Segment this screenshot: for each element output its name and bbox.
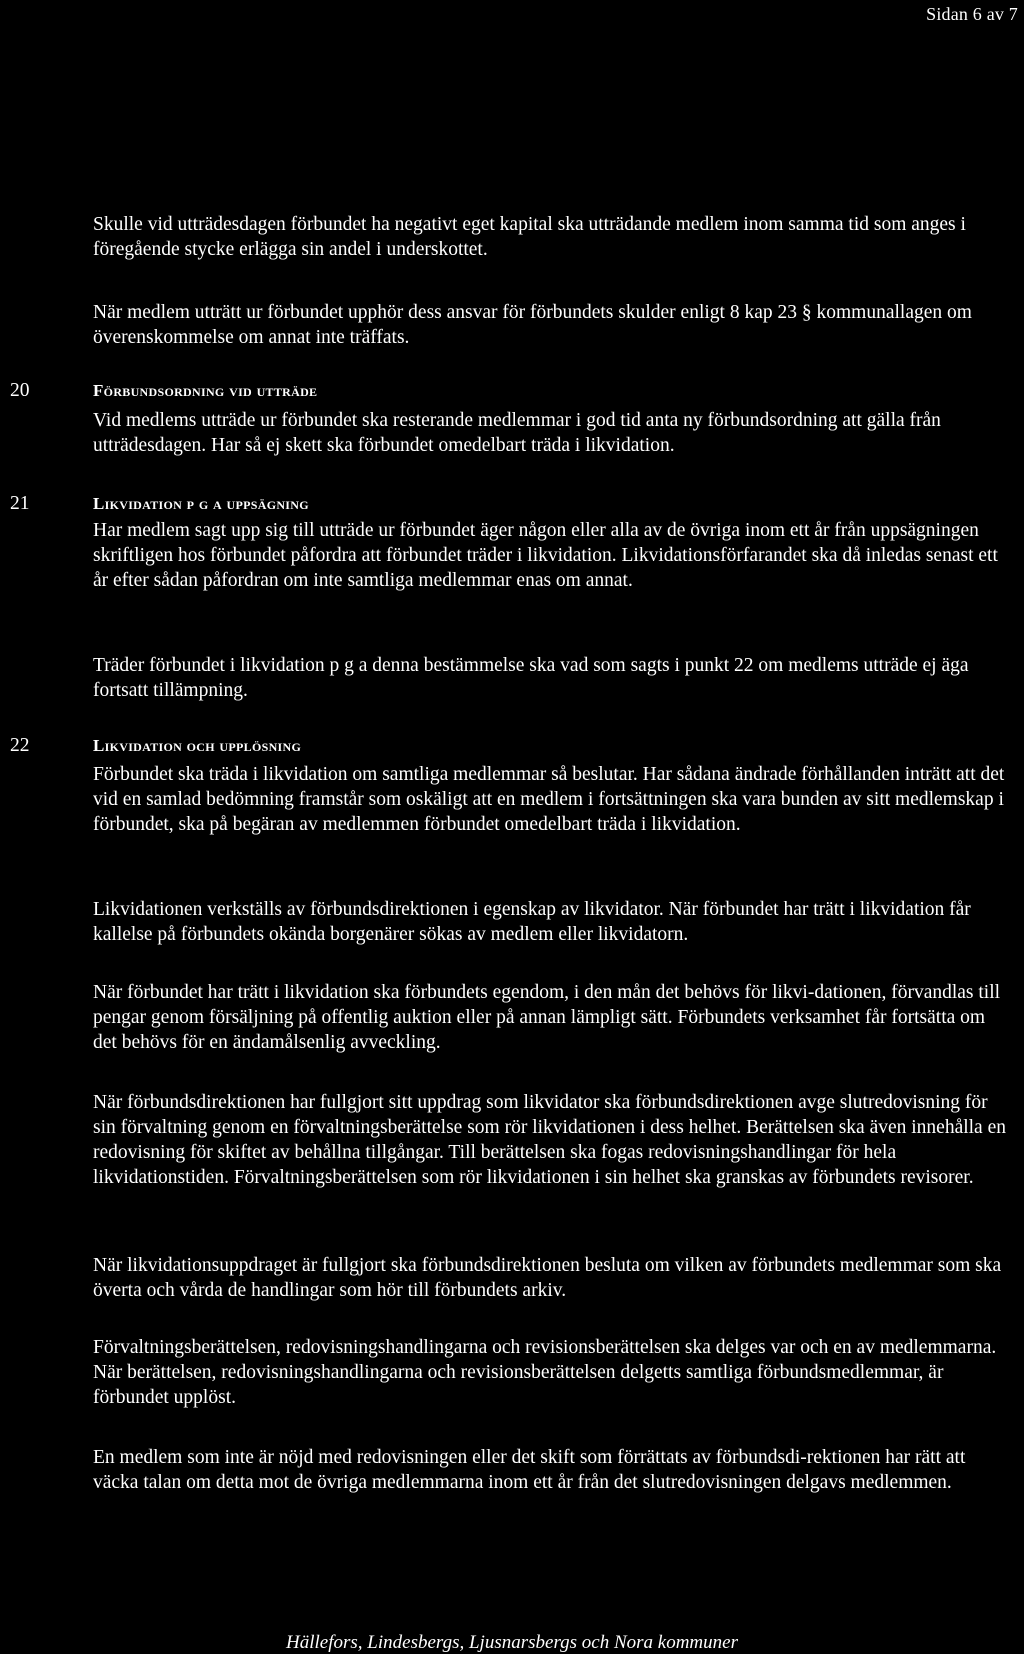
section-20-paragraph-1: Vid medlems utträde ur förbundet ska resterande medlemmar i god tid anta ny förbundsordning att gälla från utträdesdagen. Har så ej skett ska förbundet omedelbart träda i likvidation. [93,410,941,456]
intro-paragraph-1: Skulle vid utträdesdagen förbundet ha negativt eget kapital ska utträdande medlem inom samma tid som anges i föregående stycke erlägga sin andel i underskottet. [93,214,966,260]
footer-municipalities: Hällefors, Lindesbergs, Ljusnarsbergs och Nora kommuner [286,1632,738,1653]
section-20-title: Förbundsordning vid utträde [93,381,318,400]
intro-paragraph-2: När medlem utträtt ur förbundet upphör dess ansvar för förbundets skulder enligt 8 kap 23 § kommunallagen om överenskommelse om annat inte träffats. [93,302,972,348]
section-21-paragraph-1: Har medlem sagt upp sig till utträde ur förbundet äger någon eller alla av de övriga inom ett år från uppsägningen skriftligen hos förbundet påfordra att förbundet träder i likvidation. Likvidationsförfarandet ska då inledas senast ett år efter sådan påfordran om inte samtliga medlemmar enas om annat. [93,520,998,591]
section-22-paragraph-5: När likvidationsuppdraget är fullgjort ska förbundsdirektionen besluta om vilken av förbundets medlemmar som ska överta och vårda de handlingar som hör till förbundets arkiv. [93,1255,1002,1301]
section-22-paragraph-6: Förvaltningsberättelsen, redovisningshandlingarna och revisionsberättelsen ska delges var och en av medlemmarna. När berättelsen, redovisningshandlingarna och revisionsberättelsen delgetts samtliga förbundsmedlemmar, är förbundet upplöst. [93,1337,997,1408]
section-22-number: 22 [10,735,30,756]
section-21-title: Likvidation p g a uppsägning [93,494,309,513]
page-number: Sidan 6 av 7 [926,4,1018,24]
section-21-paragraph-2: Träder förbundet i likvidation p g a denna bestämmelse ska vad som sagts i punkt 22 om medlems utträde ej äga fortsatt tillämpning. [93,655,969,701]
section-20-number: 20 [10,380,30,401]
section-22-paragraph-2: Likvidationen verkställs av förbundsdirektionen i egenskap av likvidator. När förbundet har trätt i likvidation får kallelse på förbundets okända borgenärer sökas av medlem eller likvidatorn. [93,899,971,945]
section-22-paragraph-1: Förbundet ska träda i likvidation om samtliga medlemmar så beslutar. Har sådana ändrade förhållanden inträtt att det vid en samlad bedömning framstår som oskäligt att en medlem i fortsättningen ska vara bunden av sitt medlemskap i förbundet, ska på begäran av medlemmen förbundet omedelbart träda i likvidation. [93,764,1005,835]
section-22-paragraph-7: En medlem som inte är nöjd med redovisningen eller det skift som förrättats av förbundsdi-rektionen har rätt att väcka talan om detta mot de övriga medlemmarna inom ett år från det slutredovisningen delgavs medlemmen. [93,1447,966,1493]
section-22-paragraph-3: När förbundet har trätt i likvidation ska förbundets egendom, i den mån det behövs för likvi-dationen, förvandlas till pengar genom försäljning på offentlig auktion eller på annan lämpligt sätt. Förbundets verksamhet får fortsätta om det behövs för en ändamålsenlig avveckling. [93,982,1001,1053]
section-22-title: Likvidation och upplösning [93,736,302,755]
section-21-number: 21 [10,493,30,514]
section-22-paragraph-4: När förbundsdirektionen har fullgjort sitt uppdrag som likvidator ska förbundsdirektionen avge slutredovisning för sin förvaltning genom en förvaltningsberättelse som rör likvidationen i dess helhet. Berättelsen ska även innehålla en redovisning för skiftet av behållna tillgångar. Till berättelsen ska fogas redovisningshandlingar för hela likvidationstiden. Förvaltningsberättelsen som rör likvidationen i sin helhet ska granskas av förbundets revisorer. [93,1092,1006,1188]
